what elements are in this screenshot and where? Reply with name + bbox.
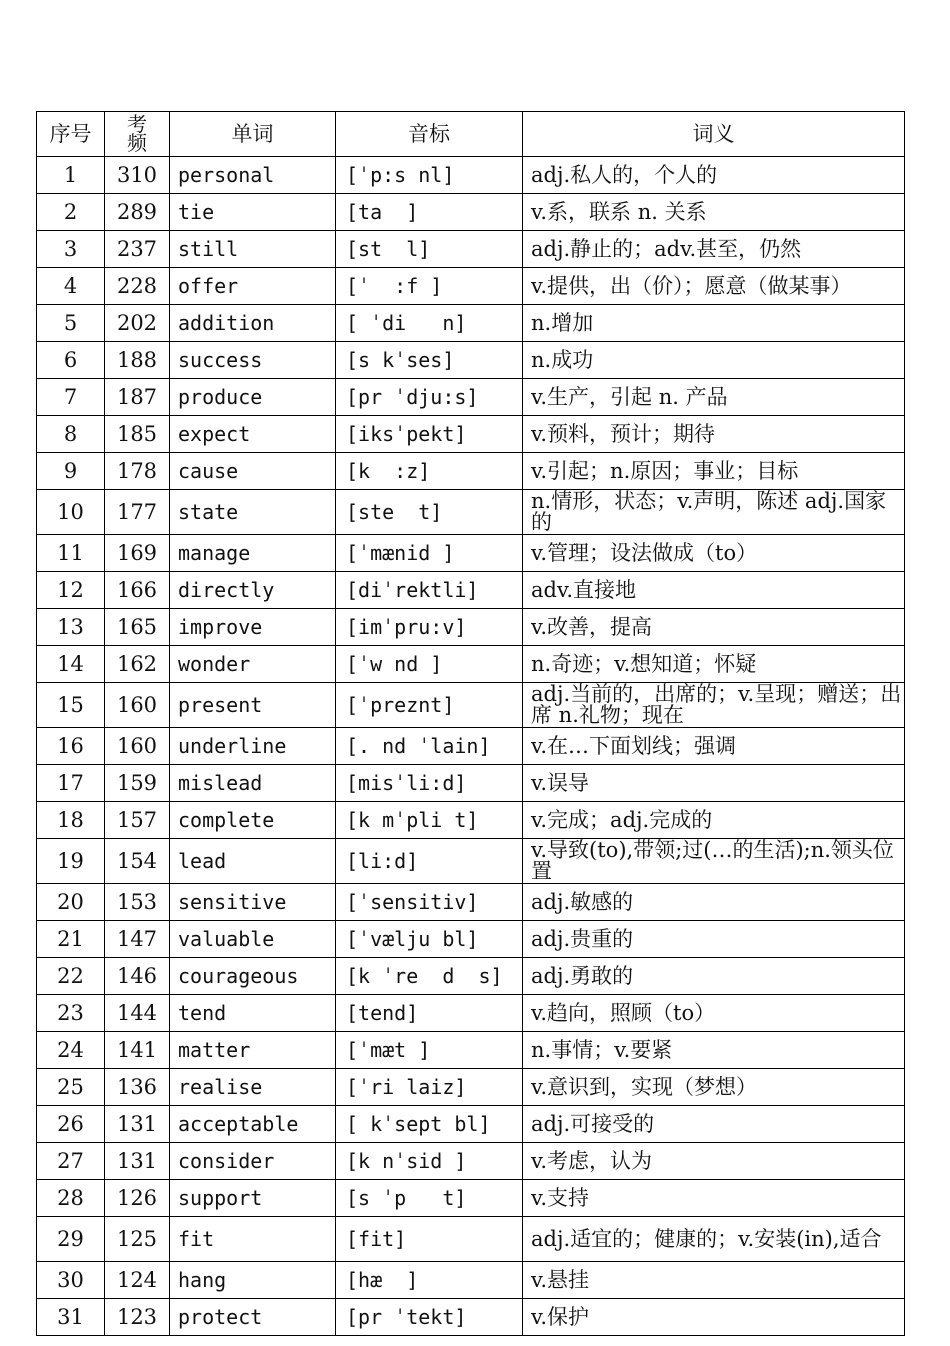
table-row (37, 1032, 905, 1069)
index-cell: 14 (37, 646, 105, 683)
index-cell: 22 (37, 958, 105, 995)
freq-cell: 153 (105, 884, 170, 921)
freq-cell: 136 (105, 1069, 170, 1106)
header-freq (105, 112, 170, 157)
phonetic-cell: [ˈmæt ] (336, 1032, 523, 1069)
table-row (37, 305, 905, 342)
phonetic-cell: [imˈpru:v] (336, 609, 523, 646)
word-cell: valuable (170, 921, 336, 958)
freq-cell: 144 (105, 995, 170, 1032)
freq-cell: 169 (105, 535, 170, 572)
index-cell: 20 (37, 884, 105, 921)
freq-cell: 154 (105, 839, 170, 884)
index-cell: 24 (37, 1032, 105, 1069)
word-cell: success (170, 342, 336, 379)
meaning-cell: v.支持 (523, 1180, 905, 1217)
phonetic-cell: [s kˈses] (336, 342, 523, 379)
word-cell: personal (170, 157, 336, 194)
index-cell: 29 (37, 1217, 105, 1262)
table-row (37, 609, 905, 646)
meaning-cell: adj.私人的，个人的 (523, 157, 905, 194)
meaning-cell: adj.可接受的 (523, 1106, 905, 1143)
table-row (37, 995, 905, 1032)
word-cell: complete (170, 802, 336, 839)
index-cell: 9 (37, 453, 105, 490)
meaning-cell: v.提供，出（价）；愿意（做某事） (523, 268, 905, 305)
word-cell: improve (170, 609, 336, 646)
table-row (37, 765, 905, 802)
freq-cell: 166 (105, 572, 170, 609)
table-row (37, 416, 905, 453)
table-body (37, 157, 905, 1336)
meaning-cell: adj.适宜的；健康的；v.安装(in),适合 (523, 1217, 905, 1262)
phonetic-cell: [ ˈdi n] (336, 305, 523, 342)
index-cell: 12 (37, 572, 105, 609)
phonetic-cell: [fit] (336, 1217, 523, 1262)
index-cell: 23 (37, 995, 105, 1032)
freq-cell: 165 (105, 609, 170, 646)
freq-cell: 147 (105, 921, 170, 958)
table-row (37, 1069, 905, 1106)
freq-cell: 146 (105, 958, 170, 995)
header-index: 序号 (37, 112, 105, 157)
table-row (37, 453, 905, 490)
index-cell: 6 (37, 342, 105, 379)
meaning-cell: v.考虑，认为 (523, 1143, 905, 1180)
phonetic-cell: [pr ˈtekt] (336, 1299, 523, 1336)
index-cell: 17 (37, 765, 105, 802)
phonetic-cell: [tend] (336, 995, 523, 1032)
freq-cell: 289 (105, 194, 170, 231)
freq-cell: 123 (105, 1299, 170, 1336)
word-cell: wonder (170, 646, 336, 683)
phonetic-cell: [ˈmænid ] (336, 535, 523, 572)
phonetic-cell: [ˈw nd ] (336, 646, 523, 683)
word-cell: realise (170, 1069, 336, 1106)
meaning-cell: n.奇迹；v.想知道；怀疑 (523, 646, 905, 683)
table-row (37, 728, 905, 765)
index-cell: 27 (37, 1143, 105, 1180)
phonetic-cell: [s ˈp t] (336, 1180, 523, 1217)
header-phonetic: 音标 (336, 112, 523, 157)
word-cell: underline (170, 728, 336, 765)
word-cell: lead (170, 839, 336, 884)
meaning-cell: adv.直接地 (523, 572, 905, 609)
meaning-cell: adj.勇敢的 (523, 958, 905, 995)
word-cell: offer (170, 268, 336, 305)
freq-cell: 310 (105, 157, 170, 194)
phonetic-cell: [li:d] (336, 839, 523, 884)
meaning-cell: n.成功 (523, 342, 905, 379)
word-cell: produce (170, 379, 336, 416)
table-row (37, 535, 905, 572)
table-row (37, 231, 905, 268)
meaning-cell: v.改善，提高 (523, 609, 905, 646)
meaning-cell: adj.敏感的 (523, 884, 905, 921)
table-row (37, 921, 905, 958)
phonetic-cell: [hæ ] (336, 1262, 523, 1299)
word-cell: tend (170, 995, 336, 1032)
phonetic-cell: [pr ˈdju:s] (336, 379, 523, 416)
table-row (37, 1106, 905, 1143)
freq-cell: 178 (105, 453, 170, 490)
phonetic-cell: [ta ] (336, 194, 523, 231)
phonetic-cell: [k nˈsid ] (336, 1143, 523, 1180)
meaning-cell: v.管理；设法做成（to） (523, 535, 905, 572)
freq-cell: 131 (105, 1143, 170, 1180)
freq-cell: 202 (105, 305, 170, 342)
freq-cell: 131 (105, 1106, 170, 1143)
header-row (37, 112, 905, 157)
index-cell: 8 (37, 416, 105, 453)
word-cell: mislead (170, 765, 336, 802)
table-row (37, 268, 905, 305)
index-cell: 13 (37, 609, 105, 646)
index-cell: 7 (37, 379, 105, 416)
table-row (37, 802, 905, 839)
meaning-cell: n.增加 (523, 305, 905, 342)
freq-cell: 124 (105, 1262, 170, 1299)
table-row (37, 839, 905, 884)
phonetic-cell: [ˈpreznt] (336, 683, 523, 728)
freq-cell: 228 (105, 268, 170, 305)
meaning-cell: v.系，联系 n. 关系 (523, 194, 905, 231)
table-row (37, 572, 905, 609)
table-row (37, 194, 905, 231)
table-row (37, 646, 905, 683)
freq-cell: 177 (105, 490, 170, 535)
phonetic-cell: [iksˈpekt] (336, 416, 523, 453)
meaning-cell: v.引起；n.原因；事业；目标 (523, 453, 905, 490)
index-cell: 2 (37, 194, 105, 231)
meaning-cell: n.事情；v.要紧 (523, 1032, 905, 1069)
index-cell: 4 (37, 268, 105, 305)
word-cell: sensitive (170, 884, 336, 921)
word-cell: matter (170, 1032, 336, 1069)
word-cell: acceptable (170, 1106, 336, 1143)
word-cell: consider (170, 1143, 336, 1180)
index-cell: 26 (37, 1106, 105, 1143)
index-cell: 19 (37, 839, 105, 884)
header-word: 单词 (170, 112, 336, 157)
index-cell: 15 (37, 683, 105, 728)
index-cell: 3 (37, 231, 105, 268)
meaning-cell: v.在…下面划线；强调 (523, 728, 905, 765)
meaning-cell: v.趋向，照顾（to） (523, 995, 905, 1032)
freq-cell: 141 (105, 1032, 170, 1069)
word-cell: support (170, 1180, 336, 1217)
meaning-cell: n.情形，状态；v.声明，陈述 adj.国家的 (523, 490, 905, 535)
word-cell: protect (170, 1299, 336, 1336)
table-row (37, 490, 905, 535)
word-cell: still (170, 231, 336, 268)
meaning-cell: v.保护 (523, 1299, 905, 1336)
phonetic-cell: [ste t] (336, 490, 523, 535)
phonetic-cell: [k mˈpli t] (336, 802, 523, 839)
word-cell: tie (170, 194, 336, 231)
index-cell: 21 (37, 921, 105, 958)
freq-cell: 160 (105, 728, 170, 765)
meaning-cell: v.导致(to),带领;过(…的生活);n.领头位置 (523, 839, 905, 884)
word-cell: state (170, 490, 336, 535)
freq-cell: 162 (105, 646, 170, 683)
phonetic-cell: [ˈri laiz] (336, 1069, 523, 1106)
header-meaning: 词义 (523, 112, 905, 157)
index-cell: 1 (37, 157, 105, 194)
freq-cell: 157 (105, 802, 170, 839)
table-row (37, 1217, 905, 1262)
word-cell: hang (170, 1262, 336, 1299)
freq-cell: 160 (105, 683, 170, 728)
index-cell: 30 (37, 1262, 105, 1299)
phonetic-cell: [diˈrektli] (336, 572, 523, 609)
table-row (37, 1180, 905, 1217)
word-cell: present (170, 683, 336, 728)
table-row (37, 157, 905, 194)
phonetic-cell: [misˈli:d] (336, 765, 523, 802)
phonetic-cell: [ˈp:s nl] (336, 157, 523, 194)
meaning-cell: adj.贵重的 (523, 921, 905, 958)
table-row (37, 683, 905, 728)
index-cell: 31 (37, 1299, 105, 1336)
phonetic-cell: [k ˈre d s] (336, 958, 523, 995)
index-cell: 18 (37, 802, 105, 839)
freq-cell: 125 (105, 1217, 170, 1262)
meaning-cell: adj.当前的，出席的；v.呈现；赠送；出席 n.礼物；现在 (523, 683, 905, 728)
index-cell: 10 (37, 490, 105, 535)
phonetic-cell: [ˈsensitiv] (336, 884, 523, 921)
freq-cell: 185 (105, 416, 170, 453)
freq-cell: 126 (105, 1180, 170, 1217)
table-row (37, 884, 905, 921)
table-row (37, 1262, 905, 1299)
meaning-cell: v.意识到，实现（梦想） (523, 1069, 905, 1106)
meaning-cell: adj.静止的；adv.甚至，仍然 (523, 231, 905, 268)
table-row (37, 342, 905, 379)
word-cell: expect (170, 416, 336, 453)
word-cell: courageous (170, 958, 336, 995)
index-cell: 28 (37, 1180, 105, 1217)
phonetic-cell: [ˈvælju bl] (336, 921, 523, 958)
phonetic-cell: [. nd ˈlain] (336, 728, 523, 765)
header-freq-text: 考频 (127, 112, 147, 155)
word-cell: cause (170, 453, 336, 490)
phonetic-cell: [st l] (336, 231, 523, 268)
meaning-cell: v.生产，引起 n. 产品 (523, 379, 905, 416)
word-cell: fit (170, 1217, 336, 1262)
vocab-table (36, 111, 905, 1336)
freq-cell: 188 (105, 342, 170, 379)
table-row (37, 1299, 905, 1336)
phonetic-cell: [ kˈsept bl] (336, 1106, 523, 1143)
index-cell: 25 (37, 1069, 105, 1106)
phonetic-cell: [k :z] (336, 453, 523, 490)
meaning-cell: v.完成；adj.完成的 (523, 802, 905, 839)
word-cell: directly (170, 572, 336, 609)
meaning-cell: v.预料，预计；期待 (523, 416, 905, 453)
index-cell: 5 (37, 305, 105, 342)
freq-cell: 237 (105, 231, 170, 268)
table-row (37, 958, 905, 995)
table-row (37, 379, 905, 416)
word-cell: addition (170, 305, 336, 342)
index-cell: 16 (37, 728, 105, 765)
phonetic-cell: [ˈ :f ] (336, 268, 523, 305)
table-row (37, 1143, 905, 1180)
freq-cell: 159 (105, 765, 170, 802)
freq-cell: 187 (105, 379, 170, 416)
index-cell: 11 (37, 535, 105, 572)
meaning-cell: v.误导 (523, 765, 905, 802)
meaning-cell: v.悬挂 (523, 1262, 905, 1299)
word-cell: manage (170, 535, 336, 572)
